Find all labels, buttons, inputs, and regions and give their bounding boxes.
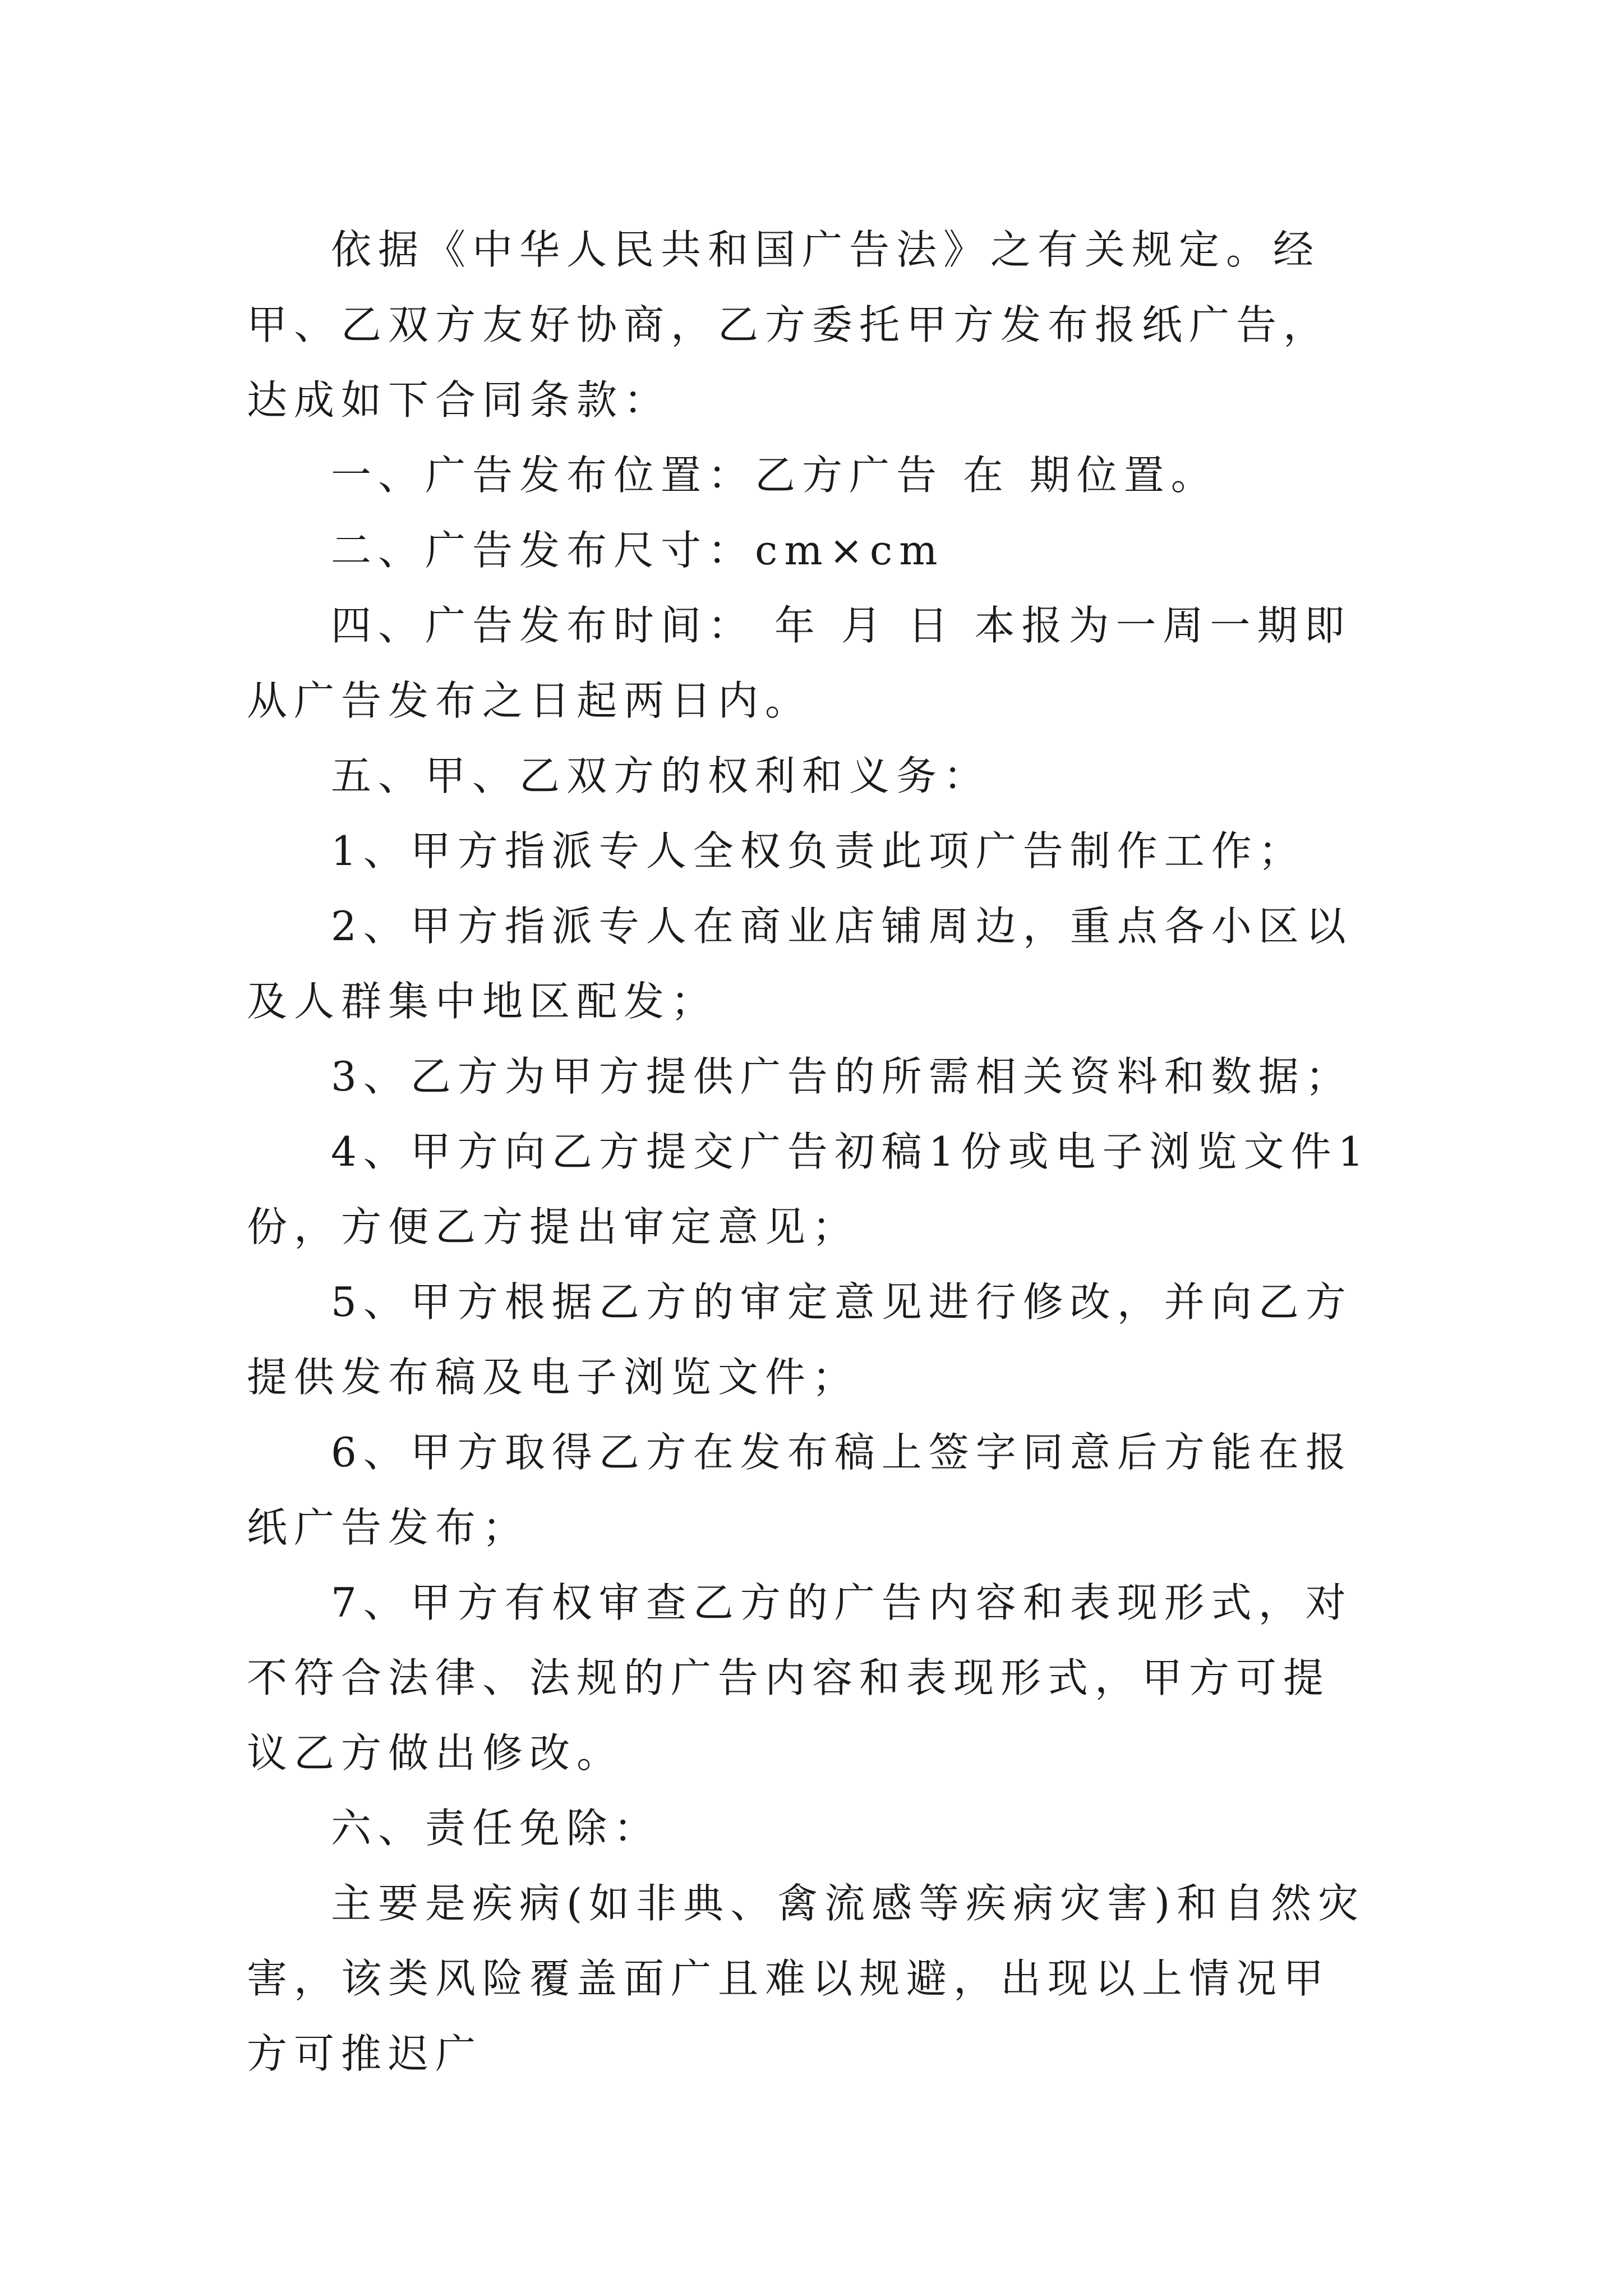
rights-item-3: 3、乙方为甲方提供广告的所需相关资料和数据； (331, 1053, 1353, 1100)
clause-rights-heading: 五、甲、乙双方的权利和义务： (331, 752, 991, 799)
rights-item-5: 5、甲方根据乙方的审定意见进行修改，并向乙方提供发布稿及电子浏览文件； (247, 1278, 1353, 1401)
liability-paragraph: 主要是疾病(如非典、禽流感等疾病灾害)和自然灾害，该类风险覆盖面广且难以规避，出现以上情况甲方可推迟广 (247, 1880, 1366, 2077)
rights-item-6: 6、甲方取得乙方在发布稿上签字同意后方能在报纸广告发布； (247, 1429, 1353, 1551)
clause-ad-position: 一、广告发布位置：乙方广告 在 期位置。 (331, 452, 1218, 499)
clause-ad-time: 四、广告发布时间： 年 月 日 本报为一周一期即从广告发布之日起两日内。 (247, 602, 1352, 724)
rights-item-1: 1、甲方指派专人全权负责此项广告制作工作； (331, 827, 1306, 875)
intro-paragraph: 依据《中华人民共和国广告法》之有关规定。经甲、乙双方友好协商，乙方委托甲方发布报纸广告，达成如下合同条款： (247, 226, 1331, 424)
rights-item-2: 2、甲方指派专人在商业店铺周边，重点各小区以及人群集中地区配发； (247, 903, 1353, 1025)
clause-ad-size: 二、广告发布尺寸：cm×cm (331, 527, 944, 574)
document-body (247, 212, 1377, 2091)
rights-item-4: 4、甲方向乙方提交广告初稿1份或电子浏览文件1份，方便乙方提出审定意见； (247, 1128, 1371, 1250)
rights-item-7: 7、甲方有权审查乙方的广告内容和表现形式，对不符合法律、法规的广告内容和表现形式，甲方可提议乙方做出修改。 (247, 1579, 1353, 1777)
clause-liability-heading: 六、责任免除： (331, 1805, 661, 1852)
